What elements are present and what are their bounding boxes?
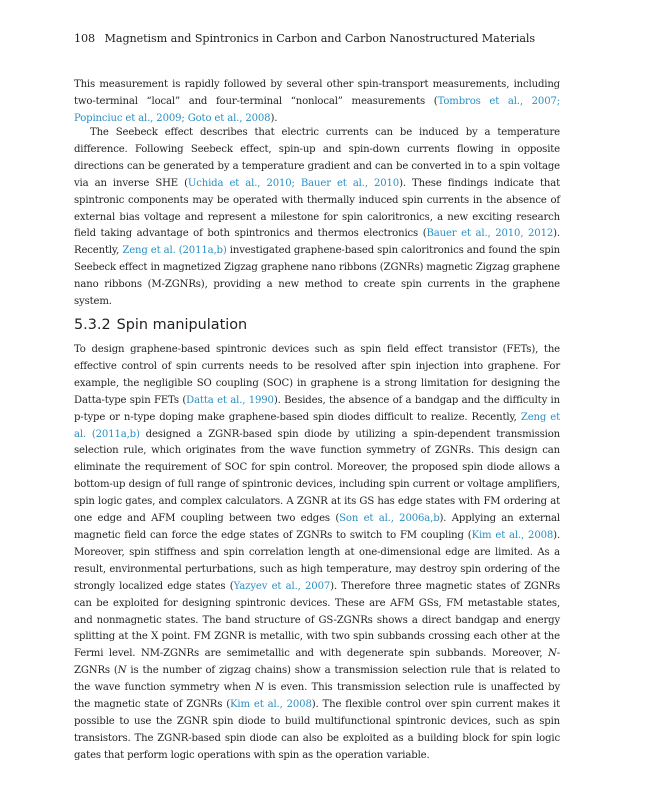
citation-link[interactable]: Kim et al., 2008 bbox=[471, 529, 554, 541]
paragraph-text: The Seebeck effect describes that electric currents can be induced by a temperature difference. Following Seebeck effect, spin-up and spin-down currents flowing in opposite directions can be generated by a temperature gradient and can be converted in to a spin voltage via an inverse SHE ( bbox=[74, 127, 560, 189]
math-variable: N bbox=[117, 665, 127, 677]
citation-link[interactable]: Uchida et al., 2010; Bauer et al., 2010 bbox=[187, 177, 400, 189]
citation-link[interactable]: Bauer et al., 2010, 2012 bbox=[426, 228, 554, 240]
math-variable: N bbox=[548, 648, 557, 660]
paragraph-text: To design graphene-based spintronic devices such as spin field effect transistor (FETs), the effective control of spin currents needs to be resolved after spin injection into graphene. For example, the negligible SO coupling (SOC) in graphene is a strong limitation for designing the Datta-type spin FETs ( bbox=[74, 344, 560, 406]
citation-link[interactable]: Kim et al., 2008 bbox=[230, 699, 312, 711]
section-number: 5.3.2 bbox=[74, 317, 111, 333]
running-header bbox=[74, 32, 535, 45]
math-variable: N bbox=[255, 682, 264, 694]
paragraph-text: -ZGNRs ( bbox=[74, 648, 560, 677]
paragraph-text: ). Besides, the absence of a bandgap and the difficulty in p-type or n-type doping make graphene-based spin diodes difficult to realize. Recently, bbox=[74, 394, 560, 423]
citation-link[interactable]: Zeng et al. (2011a,b) bbox=[74, 411, 560, 440]
paragraph-text: investigated graphene-based spin caloritronics and found the spin Seebeck effect in magnetized Zigzag graphene nano ribbons (ZGNRs) magnetic Zigzag graphene nano ribbons (M-ZGNRs), providing a new method to create spin currents in the graphene system. bbox=[74, 245, 560, 308]
section-heading bbox=[74, 317, 247, 333]
paragraph-text: ). These findings indicate that spintronic components may be operated with thermally induced spin currents in the absence of external bias voltage and represent a milestone for spin caloritronics, a new exciting research field taking advantage of both spintronics and thermos electronics ( bbox=[74, 177, 560, 240]
paragraph-seebeck bbox=[74, 125, 560, 311]
page-number: 108 bbox=[74, 32, 96, 45]
paragraph-text: is the number of zigzag chains) show a transmission selection rule that is related to the wave function symmetry when bbox=[74, 665, 560, 694]
paragraph-text: ). The flexible control over spin current makes it possible to use the ZGNR spin diode to build multifunctional spintronic devices, such as spin transistors. The ZGNR-based spin diode can also be exploited as a building block for spin logic gates that perform logic operations with spin as the operation variable. bbox=[74, 699, 560, 761]
running-title: Magnetism and Spintronics in Carbon and Carbon Nanostructured Materials bbox=[104, 32, 536, 45]
citation-link[interactable]: Son et al., 2006a,b bbox=[339, 513, 440, 525]
paragraph-text: ). Moreover, spin stiffness and spin correlation length at one-dimensional edge are limited. As a result, environmental perturbations, such as high temperature, may destroy spin ordering of the strongly localized edge states ( bbox=[74, 529, 560, 592]
paragraph-spin-transport bbox=[74, 77, 560, 128]
paragraph-text: ). Therefore three magnetic states of ZGNRs can be exploited for designing spintronic devices. These are AFM GSs, FM metastable states, and nonmagnetic states. The band structure of GS-ZGNRs shows a direct bandgap and energy splitting at the X point. FM ZGNR is metallic, with two spin subbands crossing each other at the Fermi level. NM-ZGNRs are semimetallic and with degenerate spin subbands. Moreover, bbox=[74, 580, 561, 660]
paragraph-text: ). Recently, bbox=[74, 228, 560, 257]
citation-link[interactable]: Zeng et al. (2011a,b) bbox=[122, 245, 227, 257]
paragraph-spin-manipulation bbox=[74, 342, 560, 765]
paragraph-text: is even. This transmission selection rule is unaffected by the magnetic state of ZGNRs ( bbox=[74, 682, 561, 711]
citation-link[interactable]: Tombros et al., 2007; Popinciuc et al., 2009; Goto et al., 2008 bbox=[74, 95, 560, 124]
paragraph-text: ). Applying an external magnetic field can force the edge states of ZGNRs to switch to FM coupling ( bbox=[74, 513, 560, 541]
section-title: Spin manipulation bbox=[116, 317, 248, 333]
citation-link[interactable]: Datta et al., 1990 bbox=[186, 394, 274, 406]
paragraph-text: This measurement is rapidly followed by several other spin-transport measurements, including two-terminal “local” and four-terminal “nonlocal” measurements ( bbox=[74, 79, 560, 107]
citation-link[interactable]: Yazyev et al., 2007 bbox=[233, 580, 331, 592]
paragraph-text: ). bbox=[270, 112, 278, 124]
paragraph-text: designed a ZGNR-based spin diode by utilizing a spin-dependent transmission selection rule, which originates from the wave function symmetry of ZGNRs. This design can eliminate the requirement of SOC for spin control. Moreover, the proposed spin diode allows a bottom-up design of full range of spintronic devices, including spin current or voltage amplifiers, spin logic gates, and complex calculators. A ZGNR at its GS has edge states with FM ordering at one edge and AFM coupling between two edges ( bbox=[74, 428, 560, 525]
